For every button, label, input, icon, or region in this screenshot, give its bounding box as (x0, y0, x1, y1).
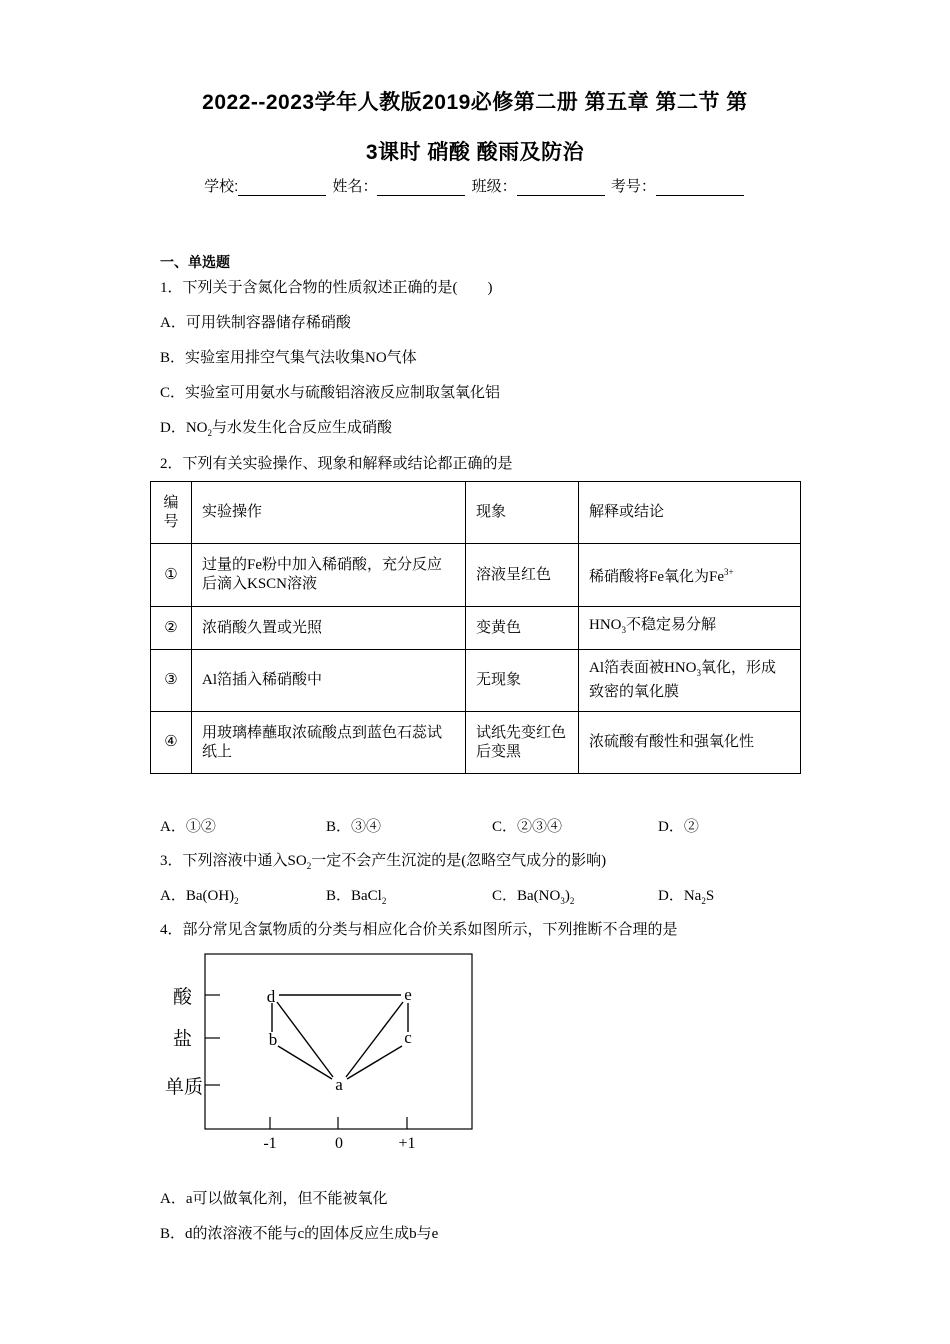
q3-stem: 3．下列溶液中通入$SO_2$一定不会产生沉淀的是(忽略空气成分的影响) (160, 853, 607, 871)
line-b-a (278, 1046, 332, 1079)
row-phenomenon: 试纸先变红色后变黑 (466, 712, 579, 774)
row-phenomenon: 变黄色 (466, 607, 579, 650)
row-no: ② (151, 607, 192, 650)
row-conclusion: 稀硝酸将Fe氧化为$Fe^{3+}$ (579, 544, 801, 607)
row-phenomenon: 溶液呈红色 (466, 544, 579, 607)
chlorine-valence-diagram (150, 945, 490, 1160)
x-label-plus1: +1 (398, 1135, 416, 1152)
q2-option-a: A．①② (160, 819, 216, 835)
school-blank[interactable] (238, 179, 326, 196)
student-info-line (0, 175, 950, 196)
row-conclusion: $HNO_3$不稳定易分解 (579, 607, 801, 650)
q1-option-c: C．实验室可用氨水与硫酸铝溶液反应制取氢氧化铝 (160, 385, 501, 401)
q2-option-b: B．③④ (326, 819, 382, 835)
q1-stem: 1．下列关于含氮化合物的性质叙述正确的是( ) (160, 280, 493, 296)
table-row (151, 607, 801, 650)
row-conclusion: 浓硫酸有酸性和强氧化性 (579, 712, 801, 774)
q4-option-b: B．d的浓溶液不能与c的固体反应生成b与e (160, 1226, 439, 1242)
q2-option-d: D．② (658, 819, 699, 835)
header-phenomenon: 现象 (466, 482, 579, 544)
q4-option-a: A．a可以做氧化剂，但不能被氧化 (160, 1191, 388, 1207)
row-no: ① (151, 544, 192, 607)
doc-title-line-1: 2022--2023学年人教版2019必修第二册 第五章 第二节 第 (202, 91, 748, 114)
class-label: 班级： (471, 178, 517, 195)
header-conclusion: 解释或结论 (579, 482, 801, 544)
point-a: a (335, 1075, 343, 1094)
name-blank[interactable] (377, 179, 465, 196)
q3-option-a: A．$Ba(OH)_2$ (160, 888, 239, 906)
point-e: e (404, 985, 412, 1004)
class-blank[interactable] (517, 179, 605, 196)
q4-stem: 4．部分常见含氯物质的分类与相应化合价关系如图所示，下列推断不合理的是 (160, 922, 678, 938)
row-operation: 用玻璃棒蘸取浓硫酸点到蓝色石蕊试纸上 (192, 712, 466, 774)
q2-experiment-table (150, 481, 801, 774)
row-phenomenon: 无现象 (466, 650, 579, 712)
row-operation: 过量的Fe粉中加入稀硝酸，充分反应后滴入KSCN溶液 (192, 544, 466, 607)
line-d-a (277, 1002, 333, 1077)
q1-option-b: B．实验室用排空气集气法收集NO气体 (160, 350, 417, 366)
row-operation: 浓硝酸久置或光照 (192, 607, 466, 650)
point-c: c (404, 1028, 412, 1047)
q2-stem: 2．下列有关实验操作、现象和解释或结论都正确的是 (160, 456, 513, 472)
q3-option-c: C．$Ba(NO_3)_2$ (492, 888, 575, 906)
school-label: 学校: (204, 178, 239, 195)
y-label-element: 单质 (164, 1077, 203, 1098)
row-conclusion: Al箔表面被$HNO_3$氧化，形成致密的氧化膜 (579, 650, 801, 712)
point-d: d (266, 987, 276, 1006)
exam-no-blank[interactable] (656, 179, 744, 196)
table-row (151, 650, 801, 712)
doc-title-line-2: 3课时 硝酸 酸雨及防治 (365, 141, 585, 164)
table-row (151, 712, 801, 774)
diagram-frame (205, 954, 472, 1129)
point-b: b (268, 1030, 278, 1049)
table-header-row (151, 482, 801, 544)
header-operation: 实验操作 (192, 482, 466, 544)
q2-option-c: C．②③④ (492, 819, 563, 835)
y-label-acid: 酸 (172, 987, 192, 1008)
table-row (151, 544, 801, 607)
q1-option-a: A．可用铁制容器储存稀硝酸 (160, 315, 351, 331)
q3-option-b: B．BaCl$_2$ (326, 888, 387, 906)
row-operation: Al箔插入稀硝酸中 (192, 650, 466, 712)
header-no: 编号 (151, 482, 192, 544)
exam-no-label: 考号： (610, 178, 656, 195)
line-e-a (346, 1002, 403, 1077)
x-label-0: 0 (335, 1135, 343, 1152)
row-no: ③ (151, 650, 192, 712)
q1-option-d: D．$NO_2$与水发生化合反应生成硝酸 (160, 420, 393, 438)
q3-option-d: D．$Na_2S$ (658, 888, 715, 906)
row-no: ④ (151, 712, 192, 774)
x-label-minus1: -1 (263, 1135, 277, 1152)
name-label: 姓名： (332, 178, 378, 195)
y-label-salt: 盐 (172, 1029, 192, 1050)
line-c-a (347, 1046, 402, 1079)
section-title: 一、单选题 (160, 254, 230, 270)
